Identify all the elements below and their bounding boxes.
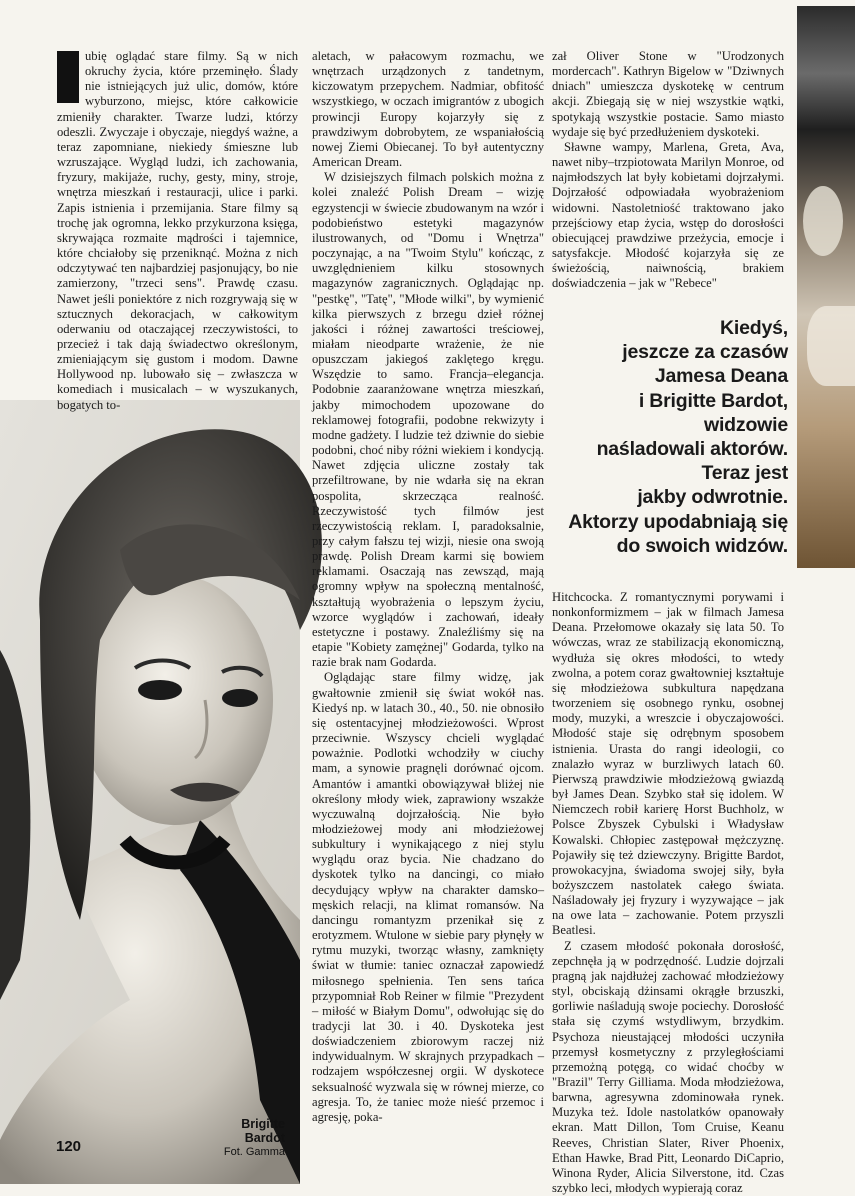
paragraph: zał Oliver Stone w "Urodzonych mordercach". Kathryn Bigelow w "Dziwnych dniach" umieszcza dyskotekę w centrum akcji. Zbiegają się w niej wszystkie wątki, spotykają wszystkie postacie. Samo miasto wydaje się być przedłużeniem dyskoteki. (552, 49, 784, 139)
photo-caption (220, 1117, 285, 1159)
paragraph: Z czasem młodość pokonała dorosłość, zepchnęła ją w podrzędność. Ludzie dojrzali pragną jak najdłużej zachować młodzieżowy styl, obciskają dżinsami okrągłe brzuszki, gorliwie naśladują swoje pociechy. Dorosłość stała się czymś wstydliwym, brzydkim. Psychoza nieustającej młodości uczyniła przemysł kosmetyczny z przyległościami przemożną potęgą, co widać choćby w "Brazil" Terry Gilliama. Moda młodzieżowa, barwna, agresywna zdominowała rynek. Muzyka też. Idole nastolatków opanowały ekran. Matt Dillon, Tom Cruise, Keanu Reeves, Christian Slater, River Phoenix, Ethan Hawke, Brad Pitt, Leonardo DiCaprio, Winona Ryder, Alicia Silverstone, itd. Czas szybko leci, młodych wypierają coraz (552, 938, 784, 1196)
side-photo-highlight (803, 186, 843, 256)
paragraph: Oglądając stare filmy widzę, jak gwałtownie zmienił się świat wokół nas. Kiedyś np. w latach 30., 40., 50. nie obnosiło się ostentacyjnej młodzieżowości. Wprost przeciwnie. Wszyscy chcieli wyglądać poważnie. Podlotki wchodziły w ciuchy mam, a synowie pragnęli dorównać ojcom. Amantów i amantki obowiązywał bliżej nie określony młody wiek, zaprawiony wszakże wyczuwalną dojrzałością. Nie było młodzieżowej mody ani młodzieżowej subkultury i wynikającego z niej stylu wyglądu oraz bycia. Nie chadzano do dyskotek tylko na dancingi, co miało decydujący wpływ na charakter damsko–męskich relacji, na klimat romansów. Na dancingu romantyzm przenikał się z erotyzmem. Wtulone w siebie pary płynęły w rytmu muzyki, tworząc własny, zamknięty świat w tłumie: taniec oznaczał zapowiedź miłosnego spełnienia. Ten sens tańca przypomniał Rob Reiner w filmie "Prezydent – miłość w Białym Domu", odwołując się do tradycji lat 30. i 40. Dyskoteka jest doświadczeniem zbiorowym raczej niż indywidualnym. W skrajnych przypadkach – rodzajem współczesnej orgii. W dyskotece seksualność wyzwala się w równej mierze, co agresja. To, że taniec może nieść przemoc i agresję, poka- (312, 670, 544, 1124)
pull-quote-line: Jamesa Deana (654, 365, 788, 388)
pull-quote (560, 316, 788, 558)
pull-quote-line: naśladowali aktorów. (596, 438, 788, 461)
text-column-3-top (552, 49, 784, 292)
pull-quote-line: jeszcze za czasów (622, 341, 788, 364)
pull-quote-line: jakby odwrotnie. (637, 486, 788, 509)
paragraph: aletach, w pałacowym rozmachu, we wnętrzach urządzonych z tandetnym, kiczowatym przepychem. Nadmiar, obfitość wszystkiego, w oczach imigrantów z ubogich prowincji Europy kojarzyły się z prawdziwym dobrobytem, ze wspaniałością nowej Ziemi Obiecanej. To był autentyczny American Dream. (312, 49, 544, 170)
pull-quote-line: i Brigitte Bardot, (638, 389, 788, 412)
pull-quote-line: Teraz jest (701, 462, 788, 485)
paragraph: Hitchcocka. Z romantycznymi porywami i nonkonformizmem – jak w filmach Jamesa Deana. Przełomowe okazały się lata 50. To wówczas, wraz ze stabilizacją ekonomiczną, wydłuża się okres młodości, to wtedy zwolna, a potem coraz gwałtowniej kształtuje się młodzieżowa subkultura napędzana tworzeniem się osobnego rynku, osobnej mody, muzyki, a wreszcie i obyczajowości. Młodość staje się odrębnym sposobem istnienia. Urasta do rangi ideologii, co znalazło wyraz w burzliwych latach 60. Pierwszą prawdziwie młodzieżową gwiazdą był James Dean. Szybko stał się idolem. W Niemczech robił karierę Horst Buchholz, w Polsce Zbyszek Cybulski i Władysław Kowalski. Chłopiec zastępował mężczyznę. Pojawiły się też dziewczyny. Brigitte Bardot, prowokacyjna, świadoma swojej siły, była bożyszczem nastolatek całego świata. Naśladowały jej fryzury i wyzywające – jak na owe lata – zachowanie. Potem przyszli Beatlesi. (552, 590, 784, 938)
brigitte-bardot-photo (0, 400, 300, 1184)
paragraph (57, 49, 298, 413)
pull-quote-line: do swoich widzów. (616, 534, 788, 557)
pull-quote-line: widzowie (704, 413, 788, 436)
photo-credit: Fot. Gamma (223, 1146, 285, 1158)
side-photo-highlight (807, 306, 855, 386)
text-column-3-bottom (552, 590, 784, 1196)
page-number: 120 (56, 1138, 82, 1155)
pull-quote-line: Aktorzy upodabniają się (568, 510, 788, 533)
text-column-1 (57, 49, 298, 413)
drop-cap-block (57, 51, 79, 103)
paragraph: Sławne wampy, Marlena, Greta, Ava, nawet niby–trzpiotowata Marilyn Monroe, od najmłodszych lat były kobietami dojrzałymi. Dojrzałość odpowiadała wyobrażeniom widowni. Nastoletniość traktowano jako przejściowy etap życia, wstęp do dorosłości obiecującej prawdziwe przeżycia, emocje i satysfakcje. Młodość kojarzyła się ze świeżością, naiwnością, brakiem doświadczenia – jak w "Rebece" (552, 139, 784, 291)
text-column-2 (312, 49, 544, 1125)
caption-name: Bardot (244, 1131, 285, 1145)
paragraph-text: ubię oglądać stare filmy. Są w nich okruchy życia, które przeminęło. Ślady nie istniejących już ulic, domów, które wyburzono, miejsc, które całkowicie zmieniły charakter. Twarze ludzi, którzy odeszli. Zwyczaje i obyczaje, niegdyś ważne, a teraz zapomniane, niekiedy śmieszne lub wzruszające. Wygląd ludzi, ich zachowania, fryzury, makijaże, ruchy, gesty, miny, stroje, wnętrza mieszkań i restauracji, ulice i parki. Zapis istnienia i przemijania. Stare filmy są trochę jak ogromna, lekko przykurzona księga, skrywająca rozmaite mądrości i tajemnice, które chciałoby się przeniknąć. Można z nich odczytywać ten najbardziej pasjonujący, bo nie zamierzony, "trzeci sens". Prawdę czasu. Nawet jeśli poniektóre z nich rozgrywają się w sztucznych dekoracjach, w całkowitym oderwaniu od otaczającej rzeczywistości, to przecież i tak dają świadectwo określonym, zmieniającym się gustom i modom. Dawne Hollywood np. lubowało się – zwłaszcza w komediach i musicalach – w wyszukanych, bogatych to- (57, 49, 298, 412)
side-photo-strip (797, 6, 855, 568)
pull-quote-line: Kiedyś, (720, 317, 788, 339)
paragraph: W dzisiejszych filmach polskich można z kolei znaleźć Polish Dream – wizję egzystencji w świecie zbudowanym na wzór i podobieństwo estetyki magazynów ilustrowanych, od "Domu i Wnętrza" poczynając, a na "Twoim Stylu" kończąc, z uwzględnieniem kilku stosownych magazynów zagranicznych. Oglądając np. "pestkę", "Tatę", "Młode wilki", by wymienić kilka pierwszych z brzegu dzieł różnej jakości i różnej zawartości treściowej, miałam nieodparte wrażenie, że nie opuszczam jakiegoś zaklętego kręgu. Wszędzie to samo. Francja–elegancja. Podobnie zaaranżowane wnętrza mieszkań, jakby mimochodem upozowane do reklamowej fotografii, podobne rekwizyty i modne gadżety. I ludzie też dziwnie do siebie podobni, choć niby różni wiekiem i kondycją. Nawet zdjęcia uliczne zostały tak przefiltrowane, by nie wdarła się na ekran pospolita, skrzecząca realność. Rzeczywistość tych filmów jest rzeczywistością reklam. I, paradoksalnie, przy całym fałszu tej wizji, niesie ona swoją prawdę. Polish Dream karmi się bowiem reklamami. Osaczają nas zewsząd, mają ogromny wpływ na społeczną mentalność, kształtują wyobrażenia o lepszym życiu, wzorce wyglądów i zachowań, ideały estetyczne i postawy. Znaleźliśmy się na etapie "Kobiety zamężnej" Godarda, tylko na razie brak nam Godarda. (312, 170, 544, 670)
caption-name: Brigitte (241, 1117, 285, 1131)
